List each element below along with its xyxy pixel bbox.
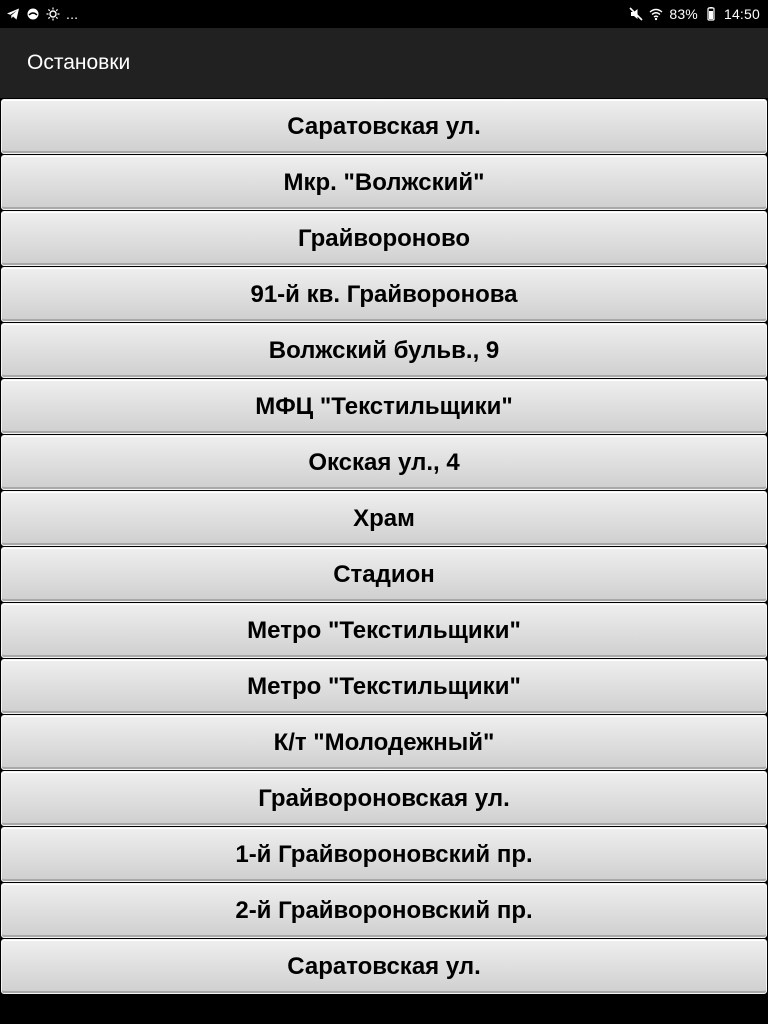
sun-icon [46,7,60,21]
status-left [6,6,78,22]
battery-percent: 83% [669,6,698,22]
stop-button[interactable]: Саратовская ул. [1,939,767,994]
stop-button[interactable]: Метро "Текстильщики" [1,659,767,714]
stop-button[interactable]: Окская ул., 4 [1,435,767,490]
mute-icon [629,7,643,21]
stop-button[interactable]: Саратовская ул. [1,99,767,154]
battery-icon [704,7,718,21]
stop-button[interactable]: 1-й Грайвороновский пр. [1,827,767,882]
telegram-icon [6,7,20,21]
stops-list [0,98,768,1012]
action-bar [0,28,768,98]
stop-button[interactable]: Волжский бульв., 9 [1,323,767,378]
status-right [629,6,760,22]
stop-button[interactable]: Грайвороновская ул. [1,771,767,826]
status-bar [0,0,768,28]
stop-button[interactable]: МФЦ "Текстильщики" [1,379,767,434]
stop-button[interactable]: 2-й Грайвороновский пр. [1,883,767,938]
stop-button[interactable]: К/т "Молодежный" [1,715,767,770]
stop-button[interactable]: Грайвороново [1,211,767,266]
status-time: 14:50 [723,6,760,22]
stop-button[interactable]: Метро "Текстильщики" [1,603,767,658]
wifi-icon [649,7,663,21]
stop-button[interactable]: Мкр. "Волжский" [1,155,767,210]
status-more-text: ... [66,6,79,22]
stop-button[interactable]: Стадион [1,547,767,602]
stop-button[interactable]: Храм [1,491,767,546]
weather-icon [26,7,40,21]
page-title: Остановки [27,51,131,74]
stop-button[interactable]: 91-й кв. Грайворонова [1,267,767,322]
